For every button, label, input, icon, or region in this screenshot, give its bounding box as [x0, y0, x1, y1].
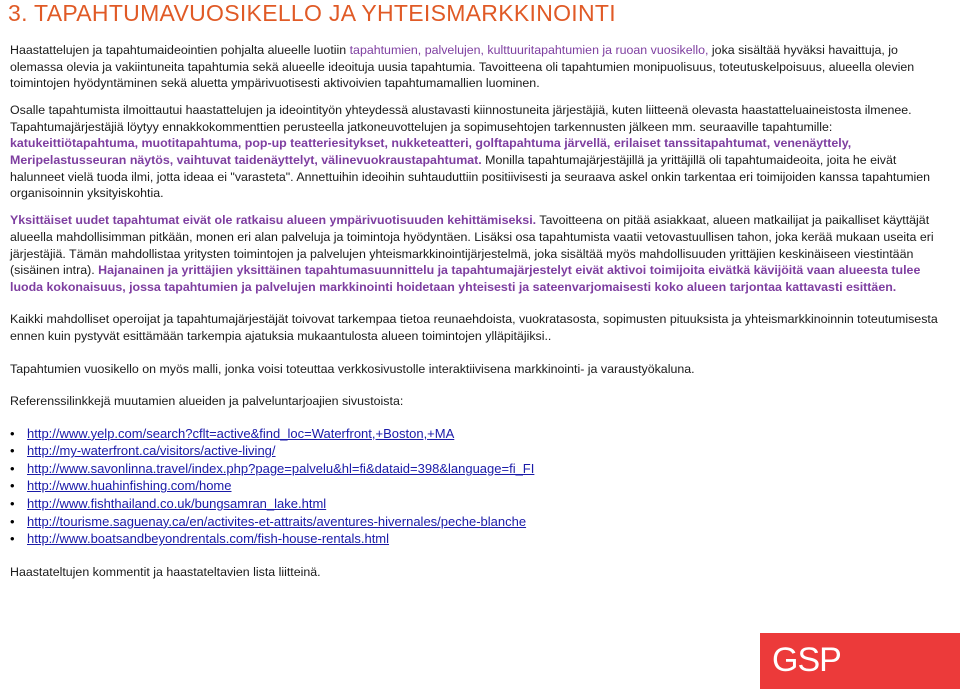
reference-link[interactable]: http://www.fishthailand.co.uk/bungsamran_lake.html [27, 496, 327, 512]
highlight-text: Hajanainen ja yrittäjien yksittäinen tapahtumasuunnittelu ja tapahtumajärjestelyt eivät aktivoi toimijoita eivätkä kävijöitä vaan alueesta tulee luoda kokonaisuus, jossa tapahtumien ja palvelujen markkinointi hoidetaan yhteisesti ja sateenvarjomaisesti koko alueen tarjontaa kattavasti esittäen. [10, 263, 921, 294]
list-item [10, 531, 945, 549]
reference-link[interactable]: http://www.yelp.com/search?cflt=active&find_loc=Waterfront,+Boston,+MA [27, 425, 455, 441]
document-body [10, 42, 945, 591]
reference-link[interactable]: http://www.huahinfishing.com/home [27, 478, 232, 494]
paragraph-text: joka sisältää hyväksi havaittuja, jo olemassa olevia ja vakiintuneita tapahtumia sekä alueelle ideoituja uusia tapahtumia. Tavoitteena oli tapahtumien monipuolisuus, toteutuskelpoisuus, alueella olevien toimintojen hyödyntäminen sekä aluetta ympärivuotisesti aktivoivien tapahtumamallien luominen. [10, 43, 915, 91]
paragraph-references: Referenssilinkkejä muutamien alueiden ja palveluntarjoajien sivustoista: [10, 394, 404, 409]
bullet: • [10, 531, 15, 547]
reference-link[interactable]: http://www.boatsandbeyondrentals.com/fish-house-rentals.html [27, 531, 390, 547]
reference-link-list [10, 426, 945, 549]
bullet: • [10, 460, 15, 476]
bullet: • [10, 478, 15, 494]
list-item [10, 461, 945, 479]
paragraph-organizers [10, 102, 945, 202]
paragraph-operators: Kaikki mahdolliset operoijat ja tapahtumajärjestäjät toivovat tarkempaa tietoa reunaehdoista, vuokratasosta, sopimusten pituuksista ja yhteismarkkinoinnin toteutumisesta ennen kuin pystyvät esittämään tarkempia ajatuksia mukaantulosta alueen toimintojen ylläpitäjiksi.. [10, 312, 938, 343]
bullet: • [10, 513, 15, 529]
page-title: 3. TAPAHTUMAVUOSIKELLO JA YHTEISMARKKINOINTI [8, 0, 616, 26]
bullet: • [10, 496, 15, 512]
highlight-event-list: katukeittiötapahtuma, muotitapahtuma, pop-up teatteriesitykset, nukketeatteri, golftapahtuma järvellä, erilaiset tanssitapahtumat, venenäyttely, Meripelastusseuran näytös, vaihtuvat taidenäyttelyt, välinevuokraustapahtumat. [10, 136, 852, 168]
paragraph-calendar: Tapahtumien vuosikello on myös malli, jonka voisi toteuttaa verkkosivustolle interaktiivisena markkinointi- ja varaustyökaluna. [10, 361, 695, 376]
paragraph-text: Monilla tapahtumajärjestäjillä ja yrittäjillä oli tapahtumaideoita, joita he eivät halunneet vielä tuoda ilmi, jotta ideaa ei "varasteta". Annettuihin ideoihin suhtauduttiin positiivisesti ja seuraava askel onkin tarkentaa eri toimijoiden kanssa tapahtumien organisoinnin yksityiskohtia. [10, 153, 931, 201]
reference-link[interactable]: http://my-waterfront.ca/visitors/active-living/ [27, 443, 276, 459]
list-item [10, 514, 945, 532]
reference-link[interactable]: http://tourisme.saguenay.ca/en/activites-et-attraits/aventures-hivernales/peche-blanche [27, 513, 527, 529]
list-item [10, 443, 945, 461]
gsp-logo [760, 633, 960, 689]
paragraph-text: Tavoitteena on pitää asiakkaat, alueen matkailijat ja paikalliset käyttäjät alueella mahdollisimman pitkään, monen eri alan palveluja ja toimintoja hyödyntäen. Lisäksi osa tapahtumista vaatii vetovastuullisen tahon, joka kerää mukaan useita eri järjestäjiä. Tämän mahdollistaa yritysten toimintojen ja palvelujen yhteismarkkinointijärjestelmä, joka sisältää myös mahdollisuuden yrittäjien keskinäiseen viestintään (sisäinen intra). [10, 213, 934, 278]
list-item [10, 496, 945, 514]
logo-text: GSP [772, 641, 841, 679]
paragraph-marketing [10, 212, 945, 295]
highlight-text: tapahtumien, palvelujen, kulttuuritapahtumien ja ruoan vuosikello, [349, 43, 709, 57]
paragraph-attachments: Haastateltujen kommentit ja haastateltavien lista liitteinä. [10, 564, 321, 579]
bullet: • [10, 443, 15, 459]
list-item [10, 426, 945, 444]
reference-link[interactable]: http://www.savonlinna.travel/index.php?page=palvelu&hl=fi&dataid=398&language=fi_FI [27, 460, 535, 476]
paragraph-intro [10, 42, 945, 92]
highlight-text: Yksittäiset uudet tapahtumat eivät ole ratkaisu alueen ympärivuotisuuden kehittämiseksi. [10, 213, 537, 228]
list-item [10, 478, 945, 496]
paragraph-text: Osalle tapahtumista ilmoittautui haastattelujen ja ideointityön yhteydessä alustavasti kiinnostuneita järjestäjiä, kuten liitteenä olevasta haastatteluaineistosta ilmenee. Tapahtumajärjestäjiä löytyy ennakkokommenttien perusteella jatkoneuvottelujen ja sopimusehtojen tarkennusten jälkeen mm. seuraaville tapahtumille: [10, 103, 912, 134]
bullet: • [10, 425, 15, 441]
paragraph-text: Haastattelujen ja tapahtumaideointien pohjalta alueelle luotiin [10, 43, 350, 57]
